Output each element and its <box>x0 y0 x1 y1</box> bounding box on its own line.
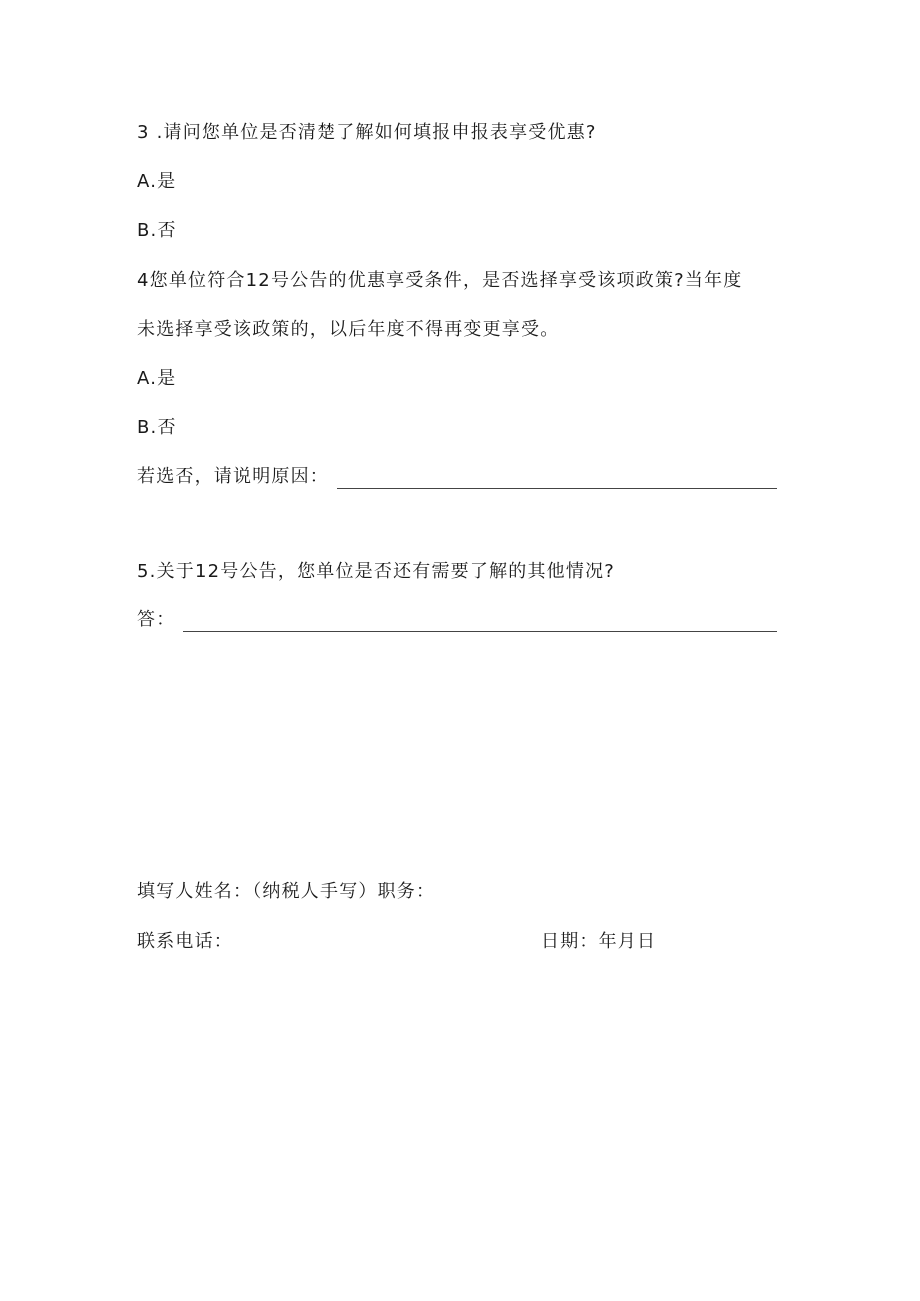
question-3: 3 .请问您单位是否清楚了解如何填报申报表享受优惠? <box>137 122 597 143</box>
reason-blank-line[interactable] <box>337 470 777 489</box>
question-4-line-2: 未选择享受该政策的，以后年度不得再变更享受。 <box>137 319 560 340</box>
filler-name-line: 填写人姓名：（纳税人手写）职务： <box>137 881 436 902</box>
question-4-option-b: B.否 <box>137 417 177 438</box>
reason-label: 若选否，请说明原因： <box>137 466 329 487</box>
date-label: 日期：年月日 <box>541 931 657 952</box>
question-4-option-a: A.是 <box>137 368 177 389</box>
reason-row <box>137 465 777 489</box>
answer-row <box>137 608 777 632</box>
phone-label: 联系电话： <box>137 931 233 952</box>
question-5: 5.关于12号公告，您单位是否还有需要了解的其他情况? <box>137 561 616 582</box>
answer-label: 答： <box>137 609 176 630</box>
question-3-option-b: B.否 <box>137 220 177 241</box>
question-4-line-1: 4您单位符合12号公告的优惠享受条件，是否选择享受该项政策?当年度 <box>137 270 743 291</box>
question-3-option-a: A.是 <box>137 171 177 192</box>
answer-blank-line[interactable] <box>183 613 777 632</box>
